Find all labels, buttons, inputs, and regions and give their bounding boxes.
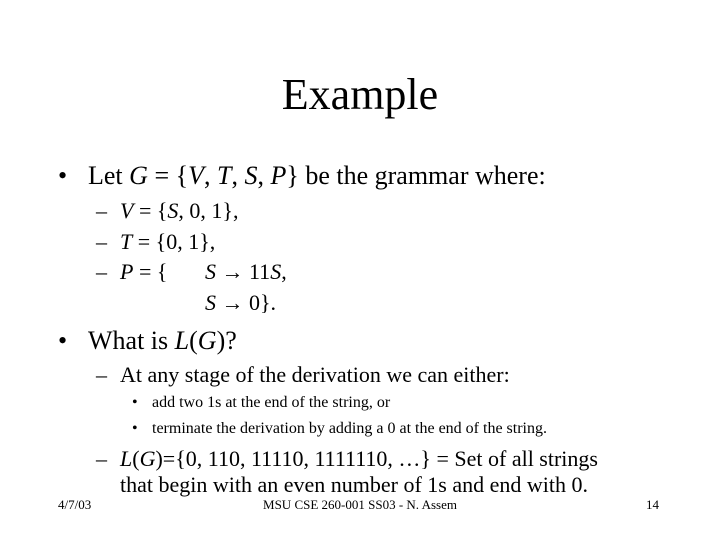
bullet2-text: What is L(G)? (88, 326, 237, 355)
footer-date: 4/7/03 (58, 497, 92, 512)
derivation-option-1: add two 1s at the end of the string, or (152, 394, 391, 411)
bullet-marker: • (58, 161, 68, 190)
slide-title: Example (281, 70, 439, 119)
slide-number: 14 (646, 497, 659, 512)
t-definition: T = {0, 1}, (120, 229, 216, 254)
sub-dash: – (96, 362, 107, 387)
v-definition: V = {S, 0, 1}, (120, 198, 239, 223)
sub-dash: – (96, 198, 107, 223)
language-definition-line2: that begin with an even number of 1s and end with 0. (120, 472, 589, 497)
sub-dash: – (96, 259, 107, 284)
footer-course: MSU CSE 260-001 SS03 - N. Assem (263, 497, 457, 512)
sub-dash: – (96, 229, 107, 254)
small-bullet-marker: • (132, 420, 138, 437)
small-bullet-marker: • (132, 394, 138, 411)
bullet-marker: • (58, 326, 68, 355)
sub-dash: – (96, 446, 107, 471)
language-definition-line1: L(G)={0, 110, 11110, 1111110, …} = Set of all strings (120, 446, 598, 471)
derivation-option-2: terminate the derivation by adding a 0 at the end of the string. (152, 420, 547, 437)
p-definition: P = { (120, 259, 168, 284)
production-rule-1: S → 11S, (205, 259, 287, 284)
bullet1-text: Let G = {V, T, S, P} be the grammar where: (88, 161, 546, 190)
derivation-intro: At any stage of the derivation we can either: (120, 362, 510, 387)
production-rule-2: S → 0}. (205, 290, 277, 315)
